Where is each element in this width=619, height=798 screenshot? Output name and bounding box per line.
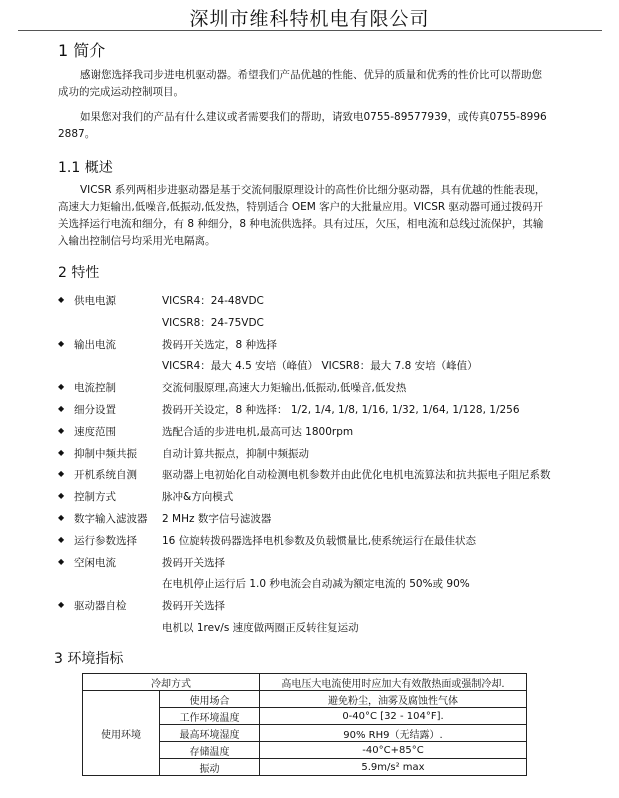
feature-value: 2 MHz 数字信号滤波器 [162,513,272,525]
overview-title: 1.1 概述 [58,160,113,176]
table-row [83,674,527,691]
diamond-bullet-icon: ◆ [58,338,65,348]
overview-line1: VICSR 系列两相步进驱动器是基于交流伺服原理设计的高性价比细分驱动器，具有优越的性能表现， [80,184,546,196]
env-row-value: 5.9m/s² max [260,759,527,776]
env-row-value: -40°C+85°C [260,742,527,759]
intro-p2-line1: 如果您对我们的产品有什么建议或者需要我们的帮助，请致电0755-89577939，或传真0755-8996 [80,111,547,123]
overview-line4: 入输出控制信号均采用光电隔离。 [58,235,216,247]
cooling-label: 冷却方式 [83,674,260,691]
diamond-bullet-icon: ◆ [58,295,65,304]
intro-title: 1 简介 [58,41,106,60]
feature-label: 运行参数选择 [74,534,137,547]
overview-line3: 关选择运行电流和细分，有 8 种细分，8 种电流供选择。具有过压，欠压，相电流和总线过流保护，其输 [58,218,544,230]
table-row [83,691,527,708]
feature-value: VICSR4：24-48VDC [162,295,264,307]
intro-p2-line2: 2887。 [58,128,96,140]
features-title: 2 特性 [58,265,100,281]
diamond-bullet-icon: ◆ [58,404,65,413]
diamond-bullet-icon: ◆ [58,425,65,435]
header-divider [18,30,602,31]
diamond-bullet-icon: ◆ [58,513,65,522]
overview-line2: 高速大力矩输出,低噪音,低振动,低发热，特别适合 OEM 客户的大批量应用。VICSR 驱动器可通过拨码开 [58,201,544,213]
cooling-value: 高电压大电流使用时应加大有效散热面或强制冷却. [260,674,527,691]
feature-value: 电机以 1rev/s 速度做两圈正反转往复运动 [162,622,359,634]
feature-label: 速度范围 [74,425,116,438]
diamond-bullet-icon: ◆ [58,382,65,392]
feature-value: 在电机停止运行后 1.0 秒电流会自动减为额定电流的 50%或 90% [162,578,470,591]
feature-value: 拨码开关选择 [162,556,225,569]
env-title: 3 环境指标 [54,651,124,667]
feature-label: 供电电源 [74,295,116,307]
diamond-bullet-icon: ◆ [58,556,65,566]
environment-table [82,673,527,776]
feature-label: 电流控制 [74,382,116,395]
feature-value: 脉冲&方向模式 [162,491,234,504]
feature-label: 抑制中频共振 [74,447,137,460]
feature-label: 控制方式 [74,491,116,504]
feature-label: 空闲电流 [74,556,116,569]
feature-label: 驱动器自检 [74,600,127,613]
feature-value: VICSR8：24-75VDC [162,316,264,329]
env-row-value: 避免粉尘，油雾及腐蚀性气体 [260,691,527,708]
company-name: 深圳市维科特机电有限公司 [189,8,430,30]
env-row-label: 存储温度 [160,742,260,759]
feature-value: 驱动器上电初始化自动检测电机参数并由此优化电机电流算法和抗共振电子阻尼系数 [162,469,551,482]
feature-value: 拨码开关选择 [162,600,225,613]
env-row-value: 90% RH9（无结露）. [260,725,527,742]
diamond-bullet-icon: ◆ [58,469,65,479]
feature-label: 输出电流 [74,338,116,351]
env-row-label: 最高环境湿度 [160,725,260,742]
intro-p1-line1: 感谢您选择我司步进电机驱动器。希望我们产品优越的性能、优异的质量和优秀的性价比可以帮助您 [80,69,542,81]
env-group-label: 使用环境 [83,691,160,776]
diamond-bullet-icon: ◆ [58,491,65,501]
feature-value: 交流伺服原理,高速大力矩输出,低振动,低噪音,低发热 [162,382,407,395]
env-row-value: 0-40°C [32 - 104°F]. [260,708,527,725]
env-row-label: 使用场合 [160,691,260,708]
feature-label: 开机系统自测 [74,469,137,482]
feature-value: VICSR4：最大 4.5 安培（峰值） VICSR8：最大 7.8 安培（峰值） [162,360,478,373]
feature-value: 拨码开关选定，8 种选择 [162,338,278,351]
diamond-bullet-icon: ◆ [58,447,65,457]
feature-value: 选配合适的步进电机,最高可达 1800rpm [162,425,354,438]
feature-label: 细分设置 [74,404,116,416]
feature-label: 数字输入滤波器 [74,513,148,525]
feature-value: 16 位旋转拨码器选择电机参数及负载惯量比,使系统运行在最佳状态 [162,534,477,547]
diamond-bullet-icon: ◆ [58,600,65,610]
env-row-label: 工作环境温度 [160,708,260,725]
env-row-label: 振动 [160,759,260,776]
intro-p1-line2: 成功的完成运动控制项目。 [58,86,184,98]
feature-value: 自动计算共振点，抑制中频振动 [162,447,309,460]
feature-value: 拨码开关设定，8 种选择： 1/2, 1/4, 1/8, 1/16, 1/32, 1/64, 1/128, 1/256 [162,404,520,416]
diamond-bullet-icon: ◆ [58,534,65,544]
